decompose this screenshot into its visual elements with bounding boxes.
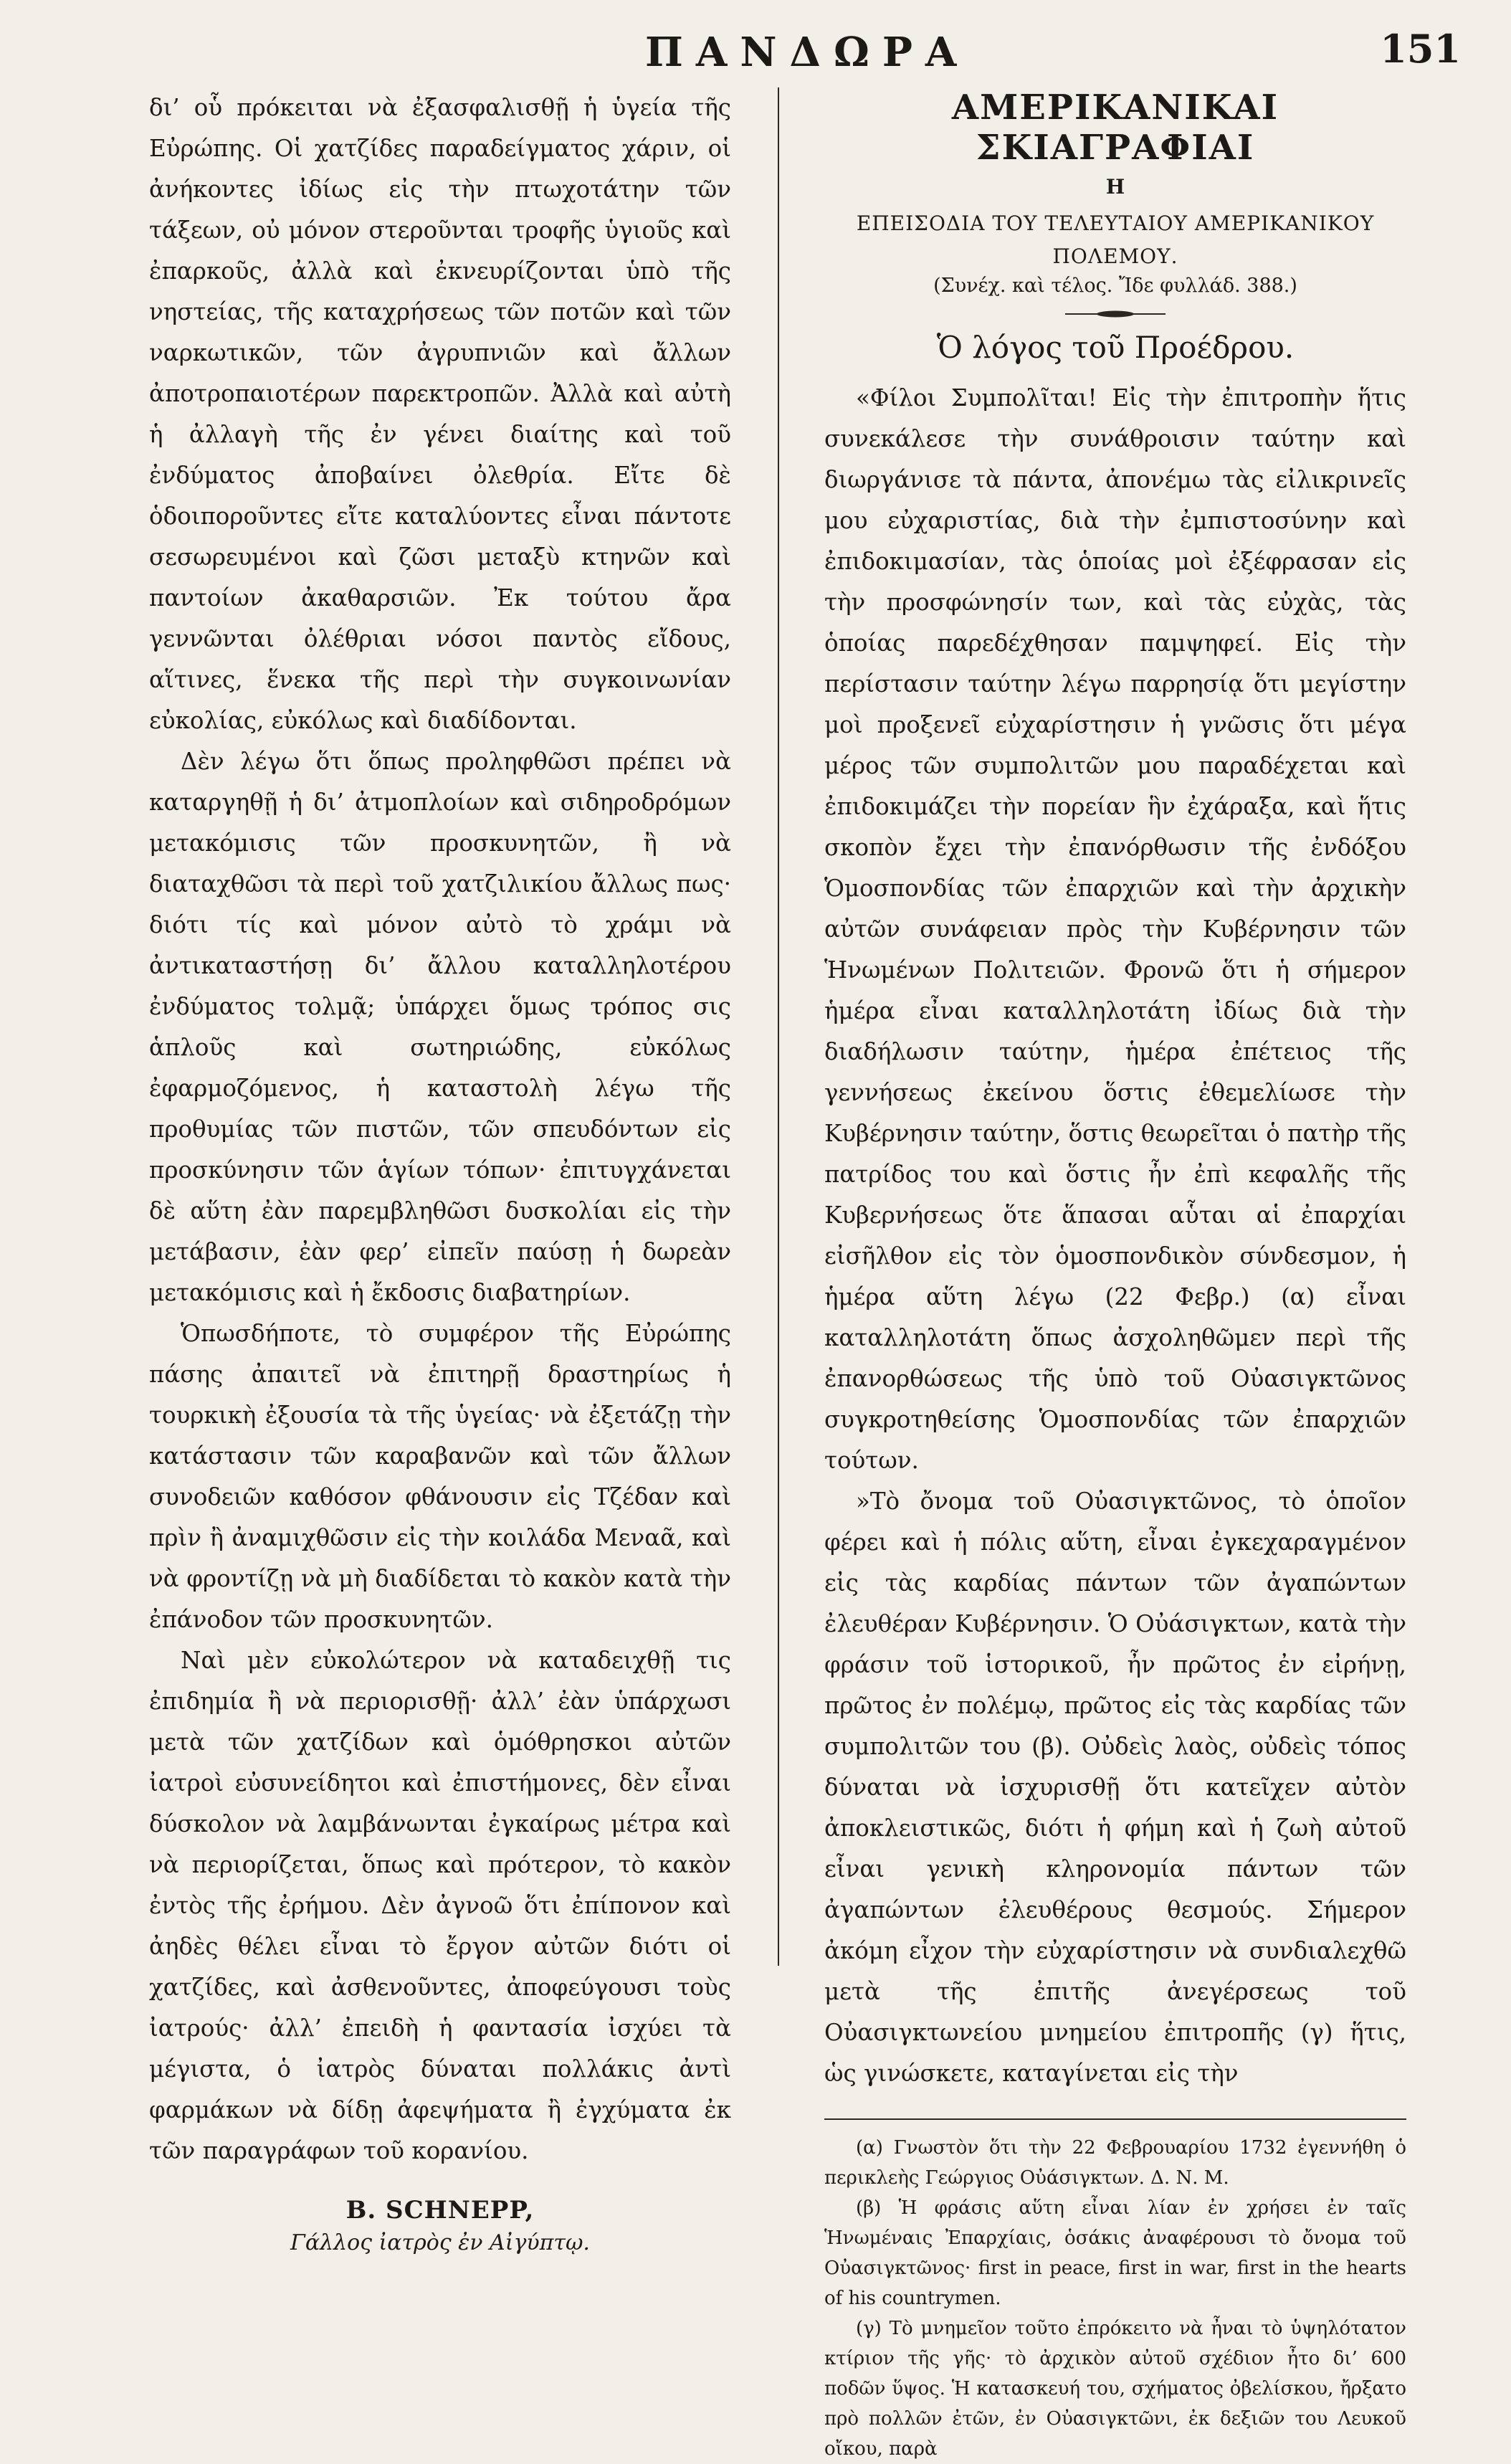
left-column bbox=[149, 87, 731, 2255]
page-number: 151 bbox=[1380, 26, 1461, 72]
footnote-alpha: (α) Γνωστὸν ὅτι τὴν 22 Φεβρουαρίου 1732 ἐγεννήθη ὁ περικλεὴς Γεώργιος Οὐάσιγκτων. Δ. Ν. Μ. bbox=[824, 2137, 1406, 2189]
author-signature: B. SCHNEPP, bbox=[345, 2196, 535, 2225]
article-continuation-note: (Συνέχ. καὶ τέλος. Ἴδε φυλλάδ. 388.) bbox=[933, 275, 1297, 297]
right-paragraph-1: «Φίλοι Συμπολῖται! Εἰς τὴν ἐπιτροπὴν ἥτις συνεκάλεσε τὴν συνάθροισιν ταύτην καὶ διωργάνισε τὰ πάντα, ἀπονέμω τὰς εἰλικρινεῖς μου εὐχαριστίας, διὰ τὴν ἐμπιστοσύνην καὶ ἐπιδοκιμασίαν, τὰς ὁποίας μοὶ ἐξέφρασαν εἰς τὴν προσφώνησίν των, καὶ τὰς εὐχὰς, τὰς ὁποίας παρεδέχθησαν παμψηφεί. Εἰς τὴν περίστασιν ταύτην λέγω παρρησίᾳ ὅτι μεγίστην μοὶ προξενεῖ εὐχαρίστησιν ἡ γνῶσις ὅτι μέγα μέρος τῶν συμπολιτῶν μου παραδέχεται καὶ ἐπιδοκιμάζει τὴν πορείαν ἣν ἐχάραξα, καὶ ἥτις σκοπὸν ἔχει τὴν ἐπανόρθωσιν τῆς ἐνδόξου Ὁμοσπονδίας τῶν ἐπαρχιῶν καὶ τὴν ἀρχικὴν αὐτῶν συνάφειαν πρὸς τὴν Κυβέρνησιν τῶν Ἡνωμένων Πολιτειῶν. Φρονῶ ὅτι ἡ σήμερον ἡμέρα εἶναι καταλληλοτάτη ἰδίως διὰ τὴν διαδήλωσιν ταύτην, ἡμέρα ἐπέτειος τῆς γεννήσεως ἐκείνου ὅστις ἐθεμελίωσε τὴν Κυβέρνησιν ταύτην, ὅστις θεωρεῖται ὁ πατὴρ τῆς πατρίδος του καὶ ὅστις ἦν ἐπὶ κεφαλῆς τῆς Κυβερνήσεως ὅτε ἅπασαι αὗται αἱ ἐπαρχίαι εἰσῆλθον εἰς τὸν ὁμοσπονδικὸν σύνδεσμον, ἡ ἡμέρα αὕτη λέγω (22 Φεβρ.) (α) εἶναι καταλληλοτάτη ὅπως ἀσχοληθῶμεν περὶ τῆς ἐπανορθώσεως τῆς ὑπὸ τοῦ Οὐασιγκτῶνος συγκροτηθείσης Ὁμοσπονδίας τῶν ἐπαρχιῶν τούτων. bbox=[824, 384, 1406, 1474]
left-paragraph-4: Ναὶ μὲν εὐκολώτερον νὰ καταδειχθῇ τις ἐπιδημία ἢ νὰ περιορισθῇ· ἀλλ’ ἐὰν ὑπάρχωσι μετὰ τῶν χατζίδων καὶ ὁμόθρησκοι αὐτῶν ἰατροὶ εὐσυνείδητοι καὶ ἐπιστήμονες, δὲν εἶναι δύσκολον νὰ λαμβάνωνται ἐγκαίρως μέτρα καὶ νὰ περιορίζεται, ὅπως καὶ πρότερον, τὸ κακὸν ἐντὸς τῆς ἐρήμου. Δὲν ἀγνοῶ ὅτι ἐπίπονον καὶ ἀηδὲς θέλει εἶναι τὸ ἔργον αὐτῶν διότι οἱ χατζίδες, καὶ ἀσθενοῦντες, ἀποφεύγουσι τοὺς ἰατρούς· ἀλλ’ ἐπειδὴ ἡ φαντασία ἰσχύει τὰ μέγιστα, ὁ ἰατρὸς δύναται πολλάκις ἀντὶ φαρμάκων νὰ δίδῃ ἀφεψήματα ἢ ἐγχύματα ἐκ τῶν παραγράφων τοῦ κορανίου. bbox=[149, 1647, 731, 2164]
footnote-beta: (β) Ἡ φράσις αὕτη εἶναι λίαν ἐν χρήσει ἐν ταῖς Ἡνωμέναις Ἐπαρχίαις, ὁσάκις ἀναφέρουσι τὸ ὄνομα τοῦ Οὐασιγκτῶνος· first in peace, first in war, first in the hearts of his countrymen. bbox=[824, 2197, 1406, 2309]
column-divider bbox=[778, 87, 779, 1966]
running-title: ΠΑΝΔΩΡΑ bbox=[645, 29, 970, 76]
speech-heading: Ὁ λόγος τοῦ Προέδρου. bbox=[936, 330, 1295, 365]
article-or: Η bbox=[1105, 175, 1125, 199]
author-role: Γάλλος ἰατρὸς ἐν Αἰγύπτῳ. bbox=[290, 2230, 590, 2255]
footnote-rule bbox=[824, 2118, 1406, 2120]
article-title: ΑΜΕΡΙΚΑΝΙΚΑΙ ΣΚΙΑΓΡΑΦΙΑΙ bbox=[951, 87, 1279, 168]
footnote-gamma: (γ) Τὸ μνημεῖον τοῦτο ἐπρόκειτο νὰ ἦναι τὸ ὑψηλότατον κτίριον τῆς γῆς· τὸ ἀρχικὸν αὐτοῦ σχέδιον ἦτο δι’ 600 ποδῶν ὕψος. Ἡ κατασκευή του, σχήματος ὀβελίσκου, ἤρξατο πρὸ πολλῶν ἐτῶν, ἐν Οὐασιγκτῶνι, ἐκ δεξιῶν του Λευκοῦ οἴκου, παρὰ bbox=[824, 2318, 1406, 2460]
ornament-divider-icon bbox=[1065, 308, 1166, 320]
left-paragraph-1: δι’ οὗ πρόκειται νὰ ἐξασφαλισθῇ ἡ ὑγεία τῆς Εὐρώπης. Οἱ χατζίδες παραδείγματος χάριν, οἱ ἀνήκοντες ἰδίως εἰς τὴν πτωχοτάτην τῶν τάξεων, οὐ μόνον στεροῦνται τροφῆς ὑγιοῦς καὶ ἐπαρκοῦς, ἀλλὰ καὶ ἐκνευρίζονται ὑπὸ τῆς νηστείας, τῆς καταχρήσεως τῶν ποτῶν καὶ τῶν ναρκωτικῶν, τῶν ἀγρυπνιῶν καὶ ἄλλων ἀποτροπαιοτέρων παρεκτροπῶν. Ἀλλὰ καὶ αὐτὴ ἡ ἀλλαγὴ τῆς ἐν γένει διαίτης καὶ τοῦ ἐνδύματος ἀποβαίνει ὀλεθρία. Εἴτε δὲ ὁδοιποροῦντες εἴτε καταλύοντες εἶναι πάντοτε σεσωρευμένοι καὶ ζῶσι μεταξὺ κτηνῶν καὶ παντοίων ἀκαθαρσιῶν. Ἐκ τούτου ἄρα γεννῶνται ὀλέθριαι νόσοι παντὸς εἴδους, αἵτινες, ἕνεκα τῆς περὶ τὴν συγκοινωνίαν εὐκολίας, εὐκόλως καὶ διαδίδονται. bbox=[149, 94, 731, 734]
right-column bbox=[824, 87, 1406, 2464]
right-paragraph-2: »Τὸ ὄνομα τοῦ Οὐασιγκτῶνος, τὸ ὁποῖον φέρει καὶ ἡ πόλις αὕτη, εἶναι ἐγκεχαραγμένον εἰς τὰς καρδίας πάντων τῶν ἀγαπώντων ἐλευθέραν Κυβέρνησιν. Ὁ Οὐάσιγκτων, κατὰ τὴν φράσιν τοῦ ἱστορικοῦ, ἦν πρῶτος ἐν εἰρήνῃ, πρῶτος ἐν πολέμῳ, πρῶτος εἰς τὰς καρδίας τῶν συμπολιτῶν του (β). Οὐδεὶς λαὸς, οὐδεὶς τόπος δύναται νὰ ἰσχυρισθῇ ὅτι κατεῖχεν αὐτὸν ἀποκλειστικῶς, διότι ἡ φήμη καὶ ἡ ζωὴ αὐτοῦ εἶναι γενικὴ κληρονομία πάντων τῶν ἀγαπώντων ἐλευθέρους θεσμούς. Σήμερον ἀκόμη εἶχον τὴν εὐχαρίστησιν νὰ συνδιαλεχθῶ μετὰ τῆς ἐπιτῆς ἀνεγέρσεως τοῦ Οὐασιγκτωνείου μνημείου ἐπιτροπῆς (γ) ἥτις, ὡς γινώσκετε, καταγίνεται εἰς τὴν bbox=[824, 1488, 1406, 2087]
left-paragraph-2: Δὲν λέγω ὅτι ὅπως προληφθῶσι πρέπει νὰ καταργηθῇ ἡ δι’ ἀτμοπλοίων καὶ σιδηροδρόμων μετακόμισις τῶν προσκυνητῶν, ἢ νὰ διαταχθῶσι τὰ περὶ τοῦ χατζιλικίου ἄλλως πως· διότι τίς καὶ μόνον αὐτὸ τὸ χράμι νὰ ἀντικαταστήσῃ δι’ ἄλλου καταλληλοτέρου ἐνδύματος τολμᾷ; ὑπάρχει ὅμως τρόπος σις ἁπλοῦς καὶ σωτηριώδης, εὐκόλως ἐφαρμοζόμενος, ἡ καταστολὴ λέγω τῆς προθυμίας τῶν πιστῶν, τῶν σπευδόντων εἰς προσκύνησιν τῶν ἁγίων τόπων· ἐπιτυγχάνεται δὲ αὕτη ἐὰν παρεμβληθῶσι δυσκολίαι εἰς τὴν μετάβασιν, ἐὰν φερ’ εἰπεῖν παύσῃ ἡ δωρεὰν μετακόμισις καὶ ἡ ἔκδοσις διαβατηρίων. bbox=[149, 748, 731, 1306]
article-subtitle: ΕΠΕΙΣΟΔΙΑ ΤΟΥ ΤΕΛΕΥΤΑΙΟΥ ΑΜΕΡΙΚΑΝΙΚΟΥ ΠΟΛΕΜΟΥ. bbox=[856, 211, 1375, 268]
left-paragraph-3: Ὁπωσδήποτε, τὸ συμφέρον τῆς Εὐρώπης πάσης ἀπαιτεῖ νὰ ἐπιτηρῇ δραστηρίως ἡ τουρκικὴ ἐξουσία τὰ τῆς ὑγείας· νὰ ἐξετάζῃ τὴν κατάστασιν τῶν καραβανῶν καὶ τῶν ἄλλων συνοδειῶν καθόσον φθάνουσιν εἰς Τζέδαν καὶ πρὶν ἢ ἀναμιχθῶσιν εἰς τὴν κοιλάδα Μεναᾶ, καὶ νὰ φροντίζῃ νὰ μὴ διαδίδεται τὸ κακὸν κατὰ τὴν ἐπάνοδον τῶν προσκυνητῶν. bbox=[149, 1320, 731, 1633]
